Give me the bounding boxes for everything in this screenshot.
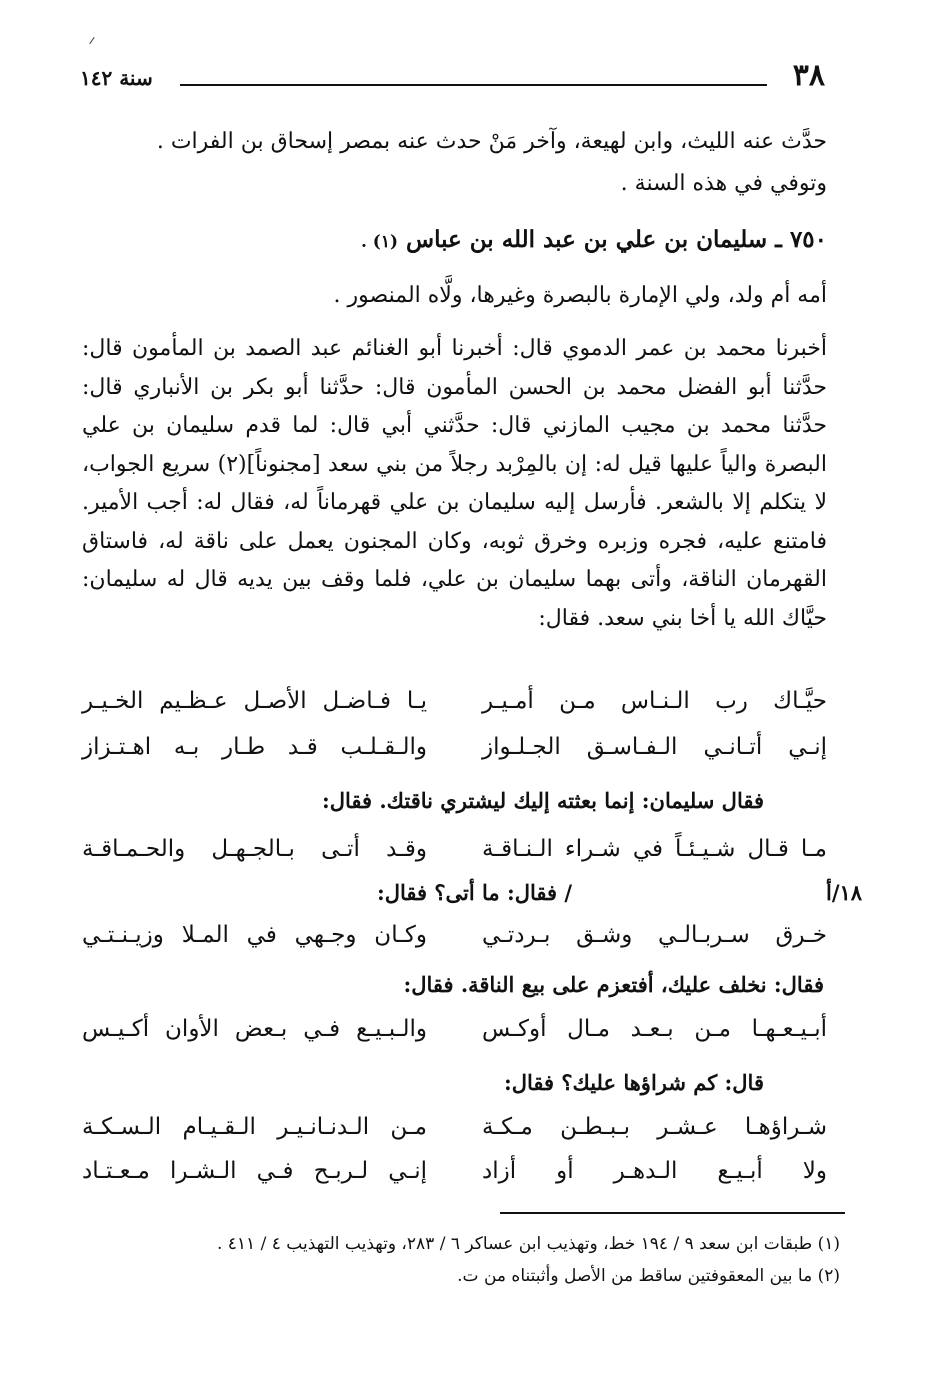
- verse-hemistich-second: والـقـلـب قـد طـار بـه اهـتـزاز: [82, 734, 427, 760]
- verse-hemistich-second: والـبـيـع فـي بـعض الأوان أكـيـس: [82, 1016, 427, 1042]
- footnote-2: (٢) ما بين المعقوفتين ساقط من الأصل وأثبتناه من ت.: [457, 1266, 840, 1286]
- scan-mark: [89, 37, 94, 44]
- intro-line-2: / فقال: ما أتى؟ فقال:: [376, 880, 572, 905]
- verse-hemistich-first: أبـيـعـهـا مـن بـعـد مـال أوكـس: [482, 1016, 827, 1042]
- footnote-rule: [500, 1212, 845, 1214]
- intro-line-3: فقال: نخلف عليك، أفتعزم على بيع الناقة. فقال:: [403, 972, 824, 997]
- verse-hemistich-first: إنـي أتـانـي الـفـاسـق الجـلـواز: [482, 734, 827, 760]
- verse-hemistich-second: إنـي لـربـح فـي الـشـرا مـعـتـاد: [82, 1158, 427, 1184]
- page-header: [80, 58, 825, 98]
- verse-7: [82, 1158, 827, 1202]
- paragraph-4: أخبرنا محمد بن عمر الدموي قال: أخبرنا أبو الغنائم عبد الصمد بن المأمون قال: حدَّثنا أبو الفضل محمد بن الحسن المأمون قال: حدَّثنا أبو بكر بن الأنباري قال: حدَّثنا محمد بن مجيب المازني قال: حدَّثني أبي قال: لما قدم سليمان بن علي البصرة والياً عليها قيل له: إن بالمِرْبد رجلاً من بني سعد [مجنوناً](٢) سريع الجواب، لا يتكلم إلا بالشعر. فأرسل إليه سليمان بن علي قهرماناً له، فقال له: أجب الأمير. فامتنع عليه، فجره وزبره وخرق ثوبه، وكان المجنون يعمل على ناقة له، فاستاق القهرمان الناقة، وأتى بهما سليمان بن علي، فلما وقف بين يديه قال له سليمان: حيَّاك الله يا أخا بني سعد. فقال:: [82, 336, 827, 631]
- verse-3: [82, 836, 827, 880]
- paragraph-2: وتوفي في هذه السنة .: [620, 171, 827, 196]
- verse-hemistich-first: شـراؤهـا عـشـر بـبـطـن مـكـة: [482, 1114, 827, 1140]
- verse-hemistich-second: مـن الـدنـانـيـر الـقـيـام الـسـكـة: [82, 1114, 427, 1140]
- verse-hemistich-second: وقـد أتـى بـالجـهـل والحـمـاقـة: [82, 836, 427, 862]
- verse-hemistich-first: حيَّـاك رب الـنـاس مـن أمـيـر: [482, 688, 827, 714]
- verse-1: [82, 688, 827, 732]
- page-number: ٣٨: [792, 58, 825, 93]
- intro-line-4: قال: كم شراؤها عليك؟ فقال:: [503, 1070, 764, 1095]
- verse-2: [82, 734, 827, 778]
- manuscript-folio-note: ١٨/أ: [826, 880, 863, 905]
- verse-hemistich-first: ولا أبـيـع الـدهـر أو أزاد: [482, 1158, 827, 1184]
- verse-6: [82, 1114, 827, 1158]
- running-head-year: سنة ١٤٢: [80, 66, 153, 90]
- footnote-ref-1: (١) .: [360, 232, 399, 252]
- verse-hemistich-second: يـا فـاضـل الأصـل عـظـيم الخـيـر: [82, 688, 427, 714]
- entry-heading: [82, 222, 827, 260]
- paragraph-3: أمه أم ولد، ولي الإمارة بالبصرة وغيرها، ولَّاه المنصور .: [333, 283, 827, 308]
- verse-hemistich-first: خـرق سـربـالـي وشـق بـردتـي: [482, 922, 827, 948]
- verse-hemistich-first: مـا قـال شـيـئـاً في شـراء الـنـاقـة: [482, 836, 827, 862]
- verse-5: [82, 1016, 827, 1060]
- header-rule: [180, 84, 767, 86]
- footnote-1: (١) طبقات ابن سعد ٩ / ١٩٤ خط، وتهذيب ابن عساكر ٦ / ٢٨٣، وتهذيب التهذيب ٤ / ٤١١ .: [216, 1234, 840, 1254]
- verse-hemistich-second: وكـان وجـهي في المـلا وزيـنـتـي: [82, 922, 427, 948]
- entry-title: ٧٥٠ ـ سليمان بن علي بن عبد الله بن عباس: [406, 226, 827, 253]
- verse-4: [82, 922, 827, 966]
- intro-line-1: فقال سليمان: إنما بعثته إليك ليشتري ناقتك. فقال:: [321, 788, 764, 813]
- paragraph-1: حدَّث عنه الليث، وابن لهيعة، وآخر مَنْ حدث عنه بمصر إسحاق بن الفرات .: [156, 129, 827, 154]
